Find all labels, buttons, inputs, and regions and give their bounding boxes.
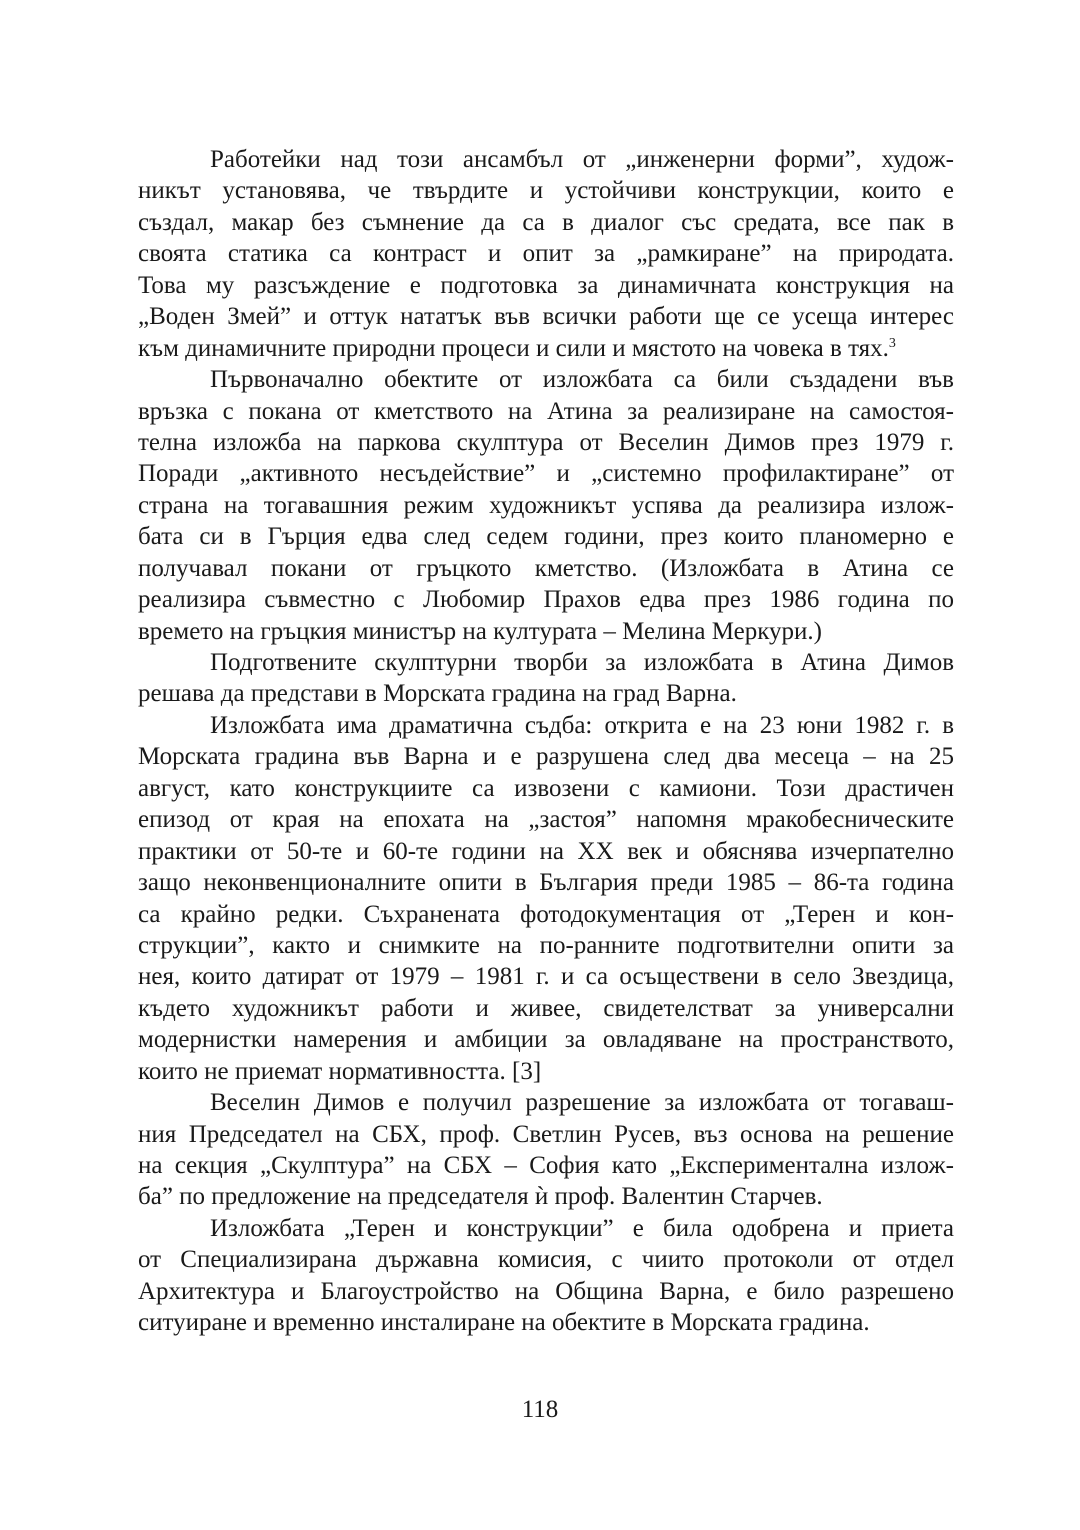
text-line: реализира съвместно с Любомир Прахов едва през 1986 година по bbox=[138, 586, 954, 614]
text-line: са крайно редки. Съхранената фотодокументация от „Терен и кон- bbox=[138, 900, 954, 928]
page-number: 118 bbox=[521, 1396, 559, 1423]
text-line-content: към динамичните природни процеси и сили и мястото на човека в тях. bbox=[138, 334, 889, 362]
paragraph-5 bbox=[138, 1087, 954, 1213]
text-line: Подготвените скулптурни творби за изложбата в Атина Димов bbox=[210, 649, 954, 676]
text-line: никът установява, че твърдите и устойчиви конструкции, които е bbox=[138, 177, 954, 205]
text-line: струкции”, както и снимките на по-ранните подготвителни опити за bbox=[138, 931, 954, 959]
footnote-reference[interactable]: 3 bbox=[888, 335, 896, 351]
body-text bbox=[138, 144, 954, 1339]
text-line: Изложбата „Терен и конструкции” е била одобрена и приета bbox=[210, 1214, 954, 1242]
text-line: модернистки намерения и амбиции за овладяване на пространството, bbox=[138, 1026, 954, 1054]
paragraph-4 bbox=[138, 710, 954, 1087]
text-line: „Воден Змей” и оттук нататък във всички работи ще се усеща интерес bbox=[138, 303, 954, 331]
paragraph-2 bbox=[138, 364, 954, 647]
text-line: нея, които датират от 1979 – 1981 г. и са осъществени в село Звездица, bbox=[138, 963, 954, 991]
text-line: бата си в Гърция едва след седем години, през които планомерно е bbox=[138, 523, 954, 551]
paragraph-1 bbox=[138, 144, 954, 364]
text-line: ситуиране и временно инсталиране на обектите в Морската градина. bbox=[138, 1309, 870, 1337]
text-line: от Специализирана държавна комисия, с чиито протоколи от отдел bbox=[138, 1246, 954, 1274]
text-line: Морската градина във Варна и е разрушена след два месеца – на 25 bbox=[138, 743, 954, 771]
text-line: телна изложба на паркова скулптура от Веселин Димов през 1979 г. bbox=[138, 428, 954, 456]
text-line: решава да представи в Морската градина на град Варна. bbox=[138, 680, 737, 708]
text-line: времето на гръцкия министър на културата – Мелина Меркури.) bbox=[138, 617, 822, 645]
text-line: август, като конструкциите са извозени с камиони. Този драстичен bbox=[138, 774, 954, 802]
text-line: Работейки над този ансамбъл от „инженерни форми”, худож- bbox=[210, 146, 954, 173]
text-line: на секция „Скулптура” на СБХ – София като „Експериментална излож- bbox=[138, 1152, 954, 1179]
text-line: Архитектура и Благоустройство на Община Варна, е било разрешено bbox=[138, 1277, 954, 1305]
text-line: ба” по предложение на председателя ѝ проф. Валентин Старчев. bbox=[138, 1183, 823, 1211]
text-line: своята статика са контраст и опит за „рамкиране” на природата. bbox=[138, 240, 954, 268]
text-line: Поради „активното несъдействие” и „системно профилактиране” от bbox=[138, 460, 954, 488]
text-line: защо неконвенционалните опити в България преди 1985 – 86-та година bbox=[138, 869, 954, 897]
text-line: създал, макар без съмнение да са в диалог със средата, все пак в bbox=[138, 208, 954, 236]
text-line bbox=[138, 333, 954, 364]
paragraph-3 bbox=[138, 647, 954, 710]
text-line: които не приемат нормативността. [3] bbox=[138, 1057, 542, 1085]
text-line: където художникът работи и живее, свидетелстват за универсални bbox=[138, 994, 954, 1022]
paragraph-6 bbox=[138, 1213, 954, 1339]
text-line: страна на тогавашния режим художникът успява да реализира излож- bbox=[138, 491, 954, 519]
text-line: получавал покани от гръцкото кметство. (Изложбата в Атина се bbox=[138, 554, 954, 582]
text-line: Първоначално обектите от изложбата са били създадени във bbox=[210, 366, 954, 394]
text-line: Изложбата има драматична съдба: открита е на 23 юни 1982 г. в bbox=[210, 711, 954, 739]
text-line: връзка с покана от кметството на Атина за реализиране на самостоя- bbox=[138, 397, 954, 425]
text-line: ния Председател на СБХ, проф. Светлин Русев, въз основа на решение bbox=[138, 1120, 954, 1148]
text-line: Веселин Димов е получил разрешение за изложбата от тогаваш- bbox=[210, 1089, 954, 1117]
text-line: епизод от края на епохата на „застоя” напомня мракобесническите bbox=[138, 806, 954, 834]
text-line: Това му разсъждение е подготовка за динамичната конструкция на bbox=[138, 271, 954, 299]
text-line: практики от 50-те и 60-те години на ХХ век и обяснява изчерпателно bbox=[138, 837, 954, 865]
